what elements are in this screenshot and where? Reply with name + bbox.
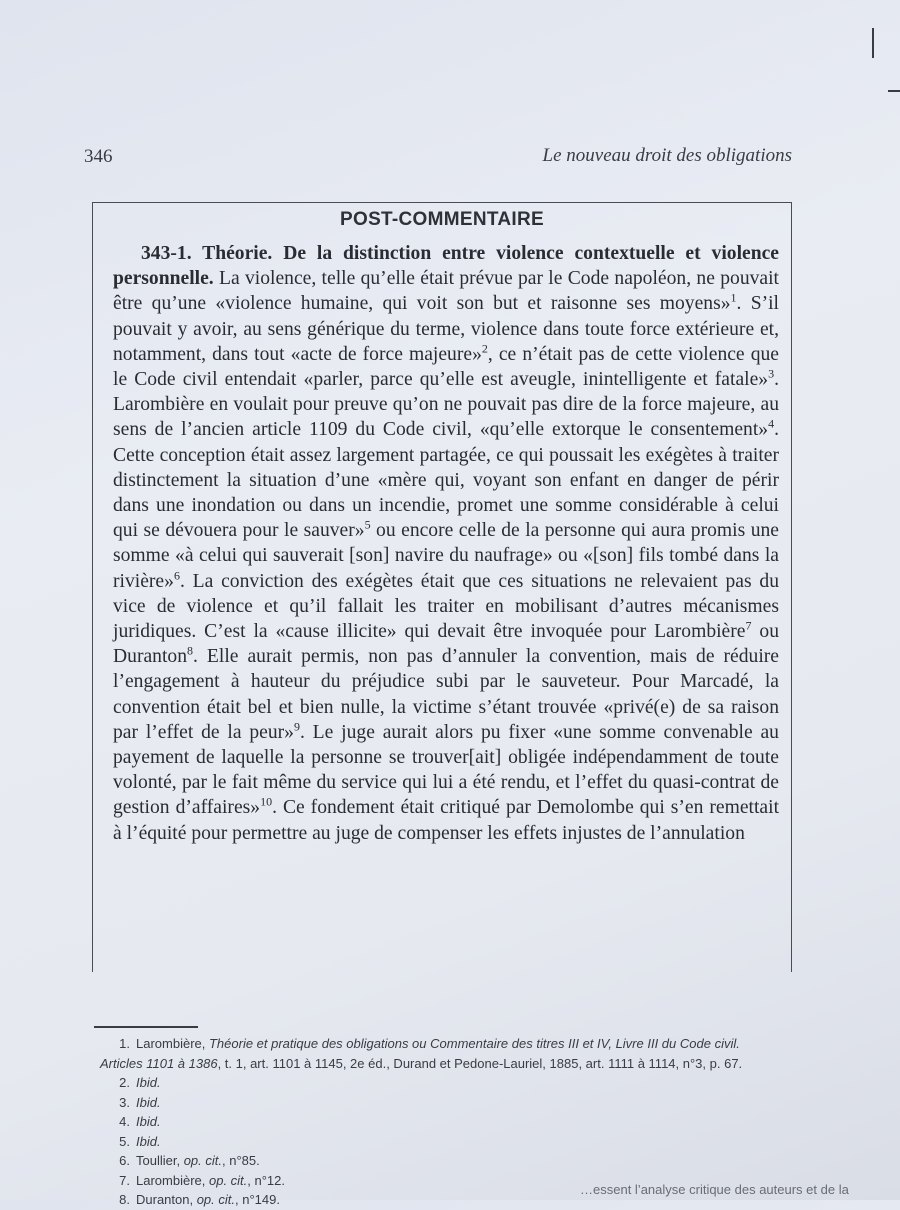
footnote-author: Toullier, <box>136 1153 184 1168</box>
footnote-rest: , n°149. <box>235 1192 280 1207</box>
footnote-ital: op. cit. <box>183 1153 222 1168</box>
footnote-number: 5. <box>119 1133 130 1149</box>
footnote-ref: 7 <box>745 618 752 633</box>
page-number: 346 <box>84 146 113 167</box>
footnote-rest: , t. 1, art. 1101 à 1145, 2e éd., Durand et Pedone-Lauriel, 1885, art. 1111 à 1114, n°3, p. 67. <box>217 1055 743 1071</box>
footnote-number: 7. <box>119 1172 130 1188</box>
footnote-rest: , n°85. <box>222 1153 260 1168</box>
footnote-author: Duranton, <box>136 1192 197 1207</box>
post-commentary-box <box>92 202 792 972</box>
text-segment: . S’il pouvait y avoir, au sens générique du terme, violence dans toute force extérieure et, notamment, dans tout «acte de force majeure» <box>113 293 779 365</box>
footnote-number: 2. <box>119 1075 130 1090</box>
footnote-5 <box>100 1132 800 1152</box>
footnote-separator <box>94 1026 198 1028</box>
box-title: POST-COMMENTAIRE <box>340 209 544 230</box>
paragraph-heading: 343-1. Théorie. De la distinction entre violence contextuelle et violence personnelle. <box>113 243 779 290</box>
footnote-3 <box>100 1093 800 1113</box>
text-segment: ou Duranton <box>113 621 779 668</box>
footnote-number: 1. <box>119 1036 130 1051</box>
text-segment: La violence, telle qu’elle était prévue par le Code napoléon, ne pouvait être qu’une «violence humaine, qui voit son but et raisonne ses moyens» <box>113 268 779 315</box>
footnote-title: Théorie et pratique des obligations ou Commentaire des titres III et IV, Livre III du Code civil. <box>208 1036 740 1051</box>
text-segment: . Le juge aurait alors pu fixer «une somme convenable au payement de laquelle la personne se trouver[ait] obligée indépendamment de toute volonté, par le fait même du service qui lui a été rendu, et l’effet du quasi-contrat de gestion d’affaires» <box>113 721 779 819</box>
footnote-ref: 9 <box>293 719 300 734</box>
footnote-ref: 8 <box>187 643 194 658</box>
text-segment: . Larombière en voulait pour preuve qu’on ne pouvait pas dire de la force majeure, au sens de l’ancien article 1109 du Code civil, «qu’elle extorque le consentement» <box>113 369 779 441</box>
footnote-ital: Ibid. <box>136 1094 161 1110</box>
footnote-ref: 1 <box>730 290 737 305</box>
footnote-2 <box>100 1073 800 1093</box>
footnote-1-continued <box>100 1054 800 1074</box>
footnote-ref: 3 <box>768 366 775 381</box>
page-edge-tick <box>888 90 900 92</box>
footnote-ref: 5 <box>364 517 371 532</box>
footnote-ref: 2 <box>481 341 488 356</box>
footnote-ref: 6 <box>173 568 180 583</box>
footnote-number: 4. <box>119 1114 130 1129</box>
commentary-paragraph <box>113 241 779 846</box>
footnote-number: 3. <box>119 1094 130 1110</box>
footnote-6 <box>100 1151 800 1171</box>
footnote-ital: op. cit. <box>196 1192 235 1207</box>
footnote-title-2: Articles 1101 à 1386 <box>100 1055 218 1071</box>
footnote-author: Larombière, <box>136 1036 209 1051</box>
text-segment: , ce n’était pas de cette violence que le Code civil entendait «parler, parce qu’elle est aveugle, inintelligente et fatale» <box>113 343 779 391</box>
footnote-ref: 4 <box>768 416 775 431</box>
footnote-number: 8. <box>119 1192 130 1207</box>
footnote-ital: Ibid. <box>136 1075 161 1090</box>
footnote-number: 6. <box>119 1153 130 1168</box>
text-segment: . La conviction des exégètes était que ces situations ne relevaient pas du vice de violence et qu’il fallait les traiter en mobilisant d’autres mécanismes juridiques. C’est la «cause illicite» qui devait être invoquée pour Larombière <box>113 570 779 643</box>
footnote-author: Larombière, <box>136 1172 209 1188</box>
footnote-4 <box>100 1112 800 1132</box>
footnote-rest: , n°12. <box>247 1172 286 1188</box>
text-segment: ou encore celle de la personne qui aura promis une somme «à celui qui sauverait [son] navire du naufrage» ou «[son] fils tombé dans la rivière» <box>113 520 779 592</box>
text-segment: . Cette conception était assez largement partagée, ce qui poussait les exégètes à traiter distinctement la situation d’une «mère qui, voyant son enfant en danger de périr dans une inondation ou dans un incendie, promet une somme considérable à celui qui se dévouera pour le sauver» <box>113 419 779 542</box>
text-segment: . Elle aurait permis, non pas d’annuler la convention, mais de réduire l’engagement à hauteur du préjudice subi par le sauveteur. Pour Marcadé, la convention était bel et bien nulle, la victime s’étant trouvée «privé(e) de sa raison par l’effet de la peur» <box>113 646 779 743</box>
footnote-ital: Ibid. <box>136 1114 161 1129</box>
text-segment: . Ce fondement était critiqué par Demolombe qui s’en remettait à l’équité pour permettre au juge de compenser les effets injustes de l’annulation <box>113 797 780 844</box>
footnote-ref: 10 <box>260 794 273 809</box>
footnote-ital: op. cit. <box>208 1172 248 1188</box>
page-edge-mark <box>872 28 874 58</box>
footnote-1 <box>100 1034 800 1054</box>
footnote-ital: Ibid. <box>136 1133 161 1149</box>
running-title: Le nouveau droit des obligations <box>542 145 792 166</box>
bleed-through-text: …essent l’analyse critique des auteurs et de la <box>580 1182 849 1197</box>
